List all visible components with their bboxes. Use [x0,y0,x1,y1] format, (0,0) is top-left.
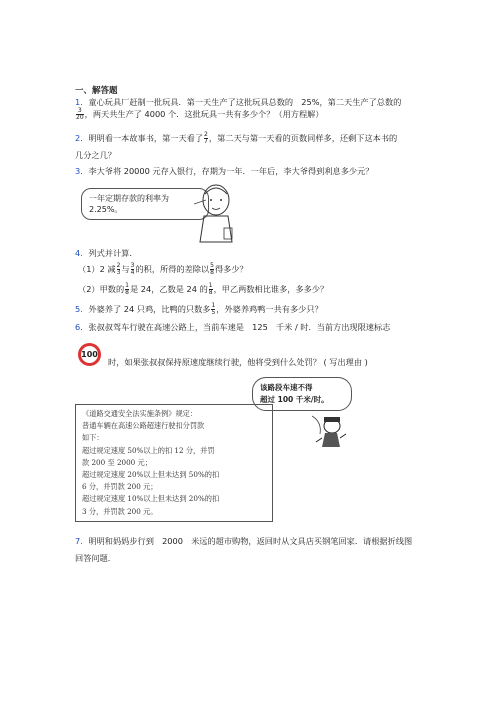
question-1-number: 1． [75,97,89,107]
speed-limit-sign-icon: 100 [78,343,101,366]
fraction-one-fifth: $\frac{1}{5}$ [211,302,216,316]
question-1-line-1 [75,97,401,108]
question-7-line-1: 7．明明和妈妈步行到 2000 米远的超市购物，返回时从文具店买钢笔回家．请根据折线图 [75,536,413,546]
fraction-two-thirds: $\frac{2}{3}$ [116,262,121,276]
interest-rate-bubble-line-2: 2.25%。 [89,205,123,214]
speed-limit-bubble: 该路段车速不得 超过 100 千米/时。 [252,377,352,411]
traffic-rules-box: 《道路交通安全法实施条例》规定： 普通车辆在高速公路超速行驶扣分罚款 如下： 超过规定速度 50%以上的扣 12 分，并罚 款 200 至 2000 元； 超过规定速度 20%以上但未达到 50%的扣 6 分，并罚款 200 元； 超过规定速度 10%以上但未达到 20%的扣 3 分，并罚款 200 元。 [75,404,273,522]
fraction-five-eighths: $\frac{5}{8}$ [210,262,214,276]
question-1-text-a: 童心玩具厂赶制一批玩具．第一天生产了这批玩具总数的 25%，第二天生产了总数的 [88,97,402,107]
question-7-line-2: 回答问题． [75,553,116,563]
fraction-three-quarters: $\frac{3}{4}$ [130,262,135,276]
question-4-sub-1: （1）2 减 $\frac{2}{3}$ 与 $\frac{3}{4}$ 的积，所得的差除以 $\frac{5}{8}$ 得多少？ [78,262,248,276]
fraction-one-eighth-a: $\frac{1}{8}$ [125,282,129,296]
police-officer-illustration [308,412,348,452]
question-1-line-2 [75,108,324,121]
interest-rate-bubble-line-1: 一年定期存款的利率为 [89,194,169,203]
question-4-line [75,248,138,259]
question-6-line-2: 时，如果张叔叔保持原速度继续行驶，他将受到什么处罚？ ( 写出理由 ) [108,357,368,367]
question-3-number: 3． [75,166,89,176]
fraction-one-eighth-b: $\frac{1}{8}$ [208,282,213,296]
question-4-sub-2: （2）甲数的 $\frac{1}{8}$ 是 24，乙数是 24 的 $\frac{1}{8}$ ，甲乙两数相比谁多，多多少？ [78,282,329,296]
question-6-number: 6． [75,322,89,332]
question-2-text-b: ，第二天与第一天看的页数同样多，还剩下这本书的 [208,133,398,143]
grandpa-illustration [190,180,240,246]
question-6-line-1: 6．张叔叔驾车行驶在高速公路上，当前车速是 125 千米 / 时．当前方出现限速标志 [75,322,391,332]
question-3-text: 李大爷将 20000 元存入银行，存期为一年．一年后，李大爷得到利息多少元？ [88,166,374,176]
question-5-number: 5． [75,304,89,314]
question-4-number: 4． [75,248,89,258]
question-2-line-2: 几分之几？ [75,150,116,160]
question-3-line [75,166,373,177]
question-5-line: 5．外婆养了 24 只鸡，比鸭的只数多 $\frac{1}{5}$ ，外婆养鸡鸭一共有多少只？ [75,302,323,316]
question-2-number: 2． [75,133,89,143]
question-2-line-1 [75,132,397,145]
question-1-fraction: $\frac{3}{20}$ [76,107,84,121]
question-7-number: 7． [75,536,89,546]
section-title: 一、解答题 [75,86,118,96]
question-4-text: 列式并计算． [88,248,138,258]
question-2-text-a: 明明看一本故事书，第一天看了 [88,133,204,143]
question-2-fraction: $\frac{2}{7}$ [204,131,208,145]
question-1-text-b: ，两天共生产了 4000 个．这批玩具一共有多少个？（用方程解） [84,109,324,119]
